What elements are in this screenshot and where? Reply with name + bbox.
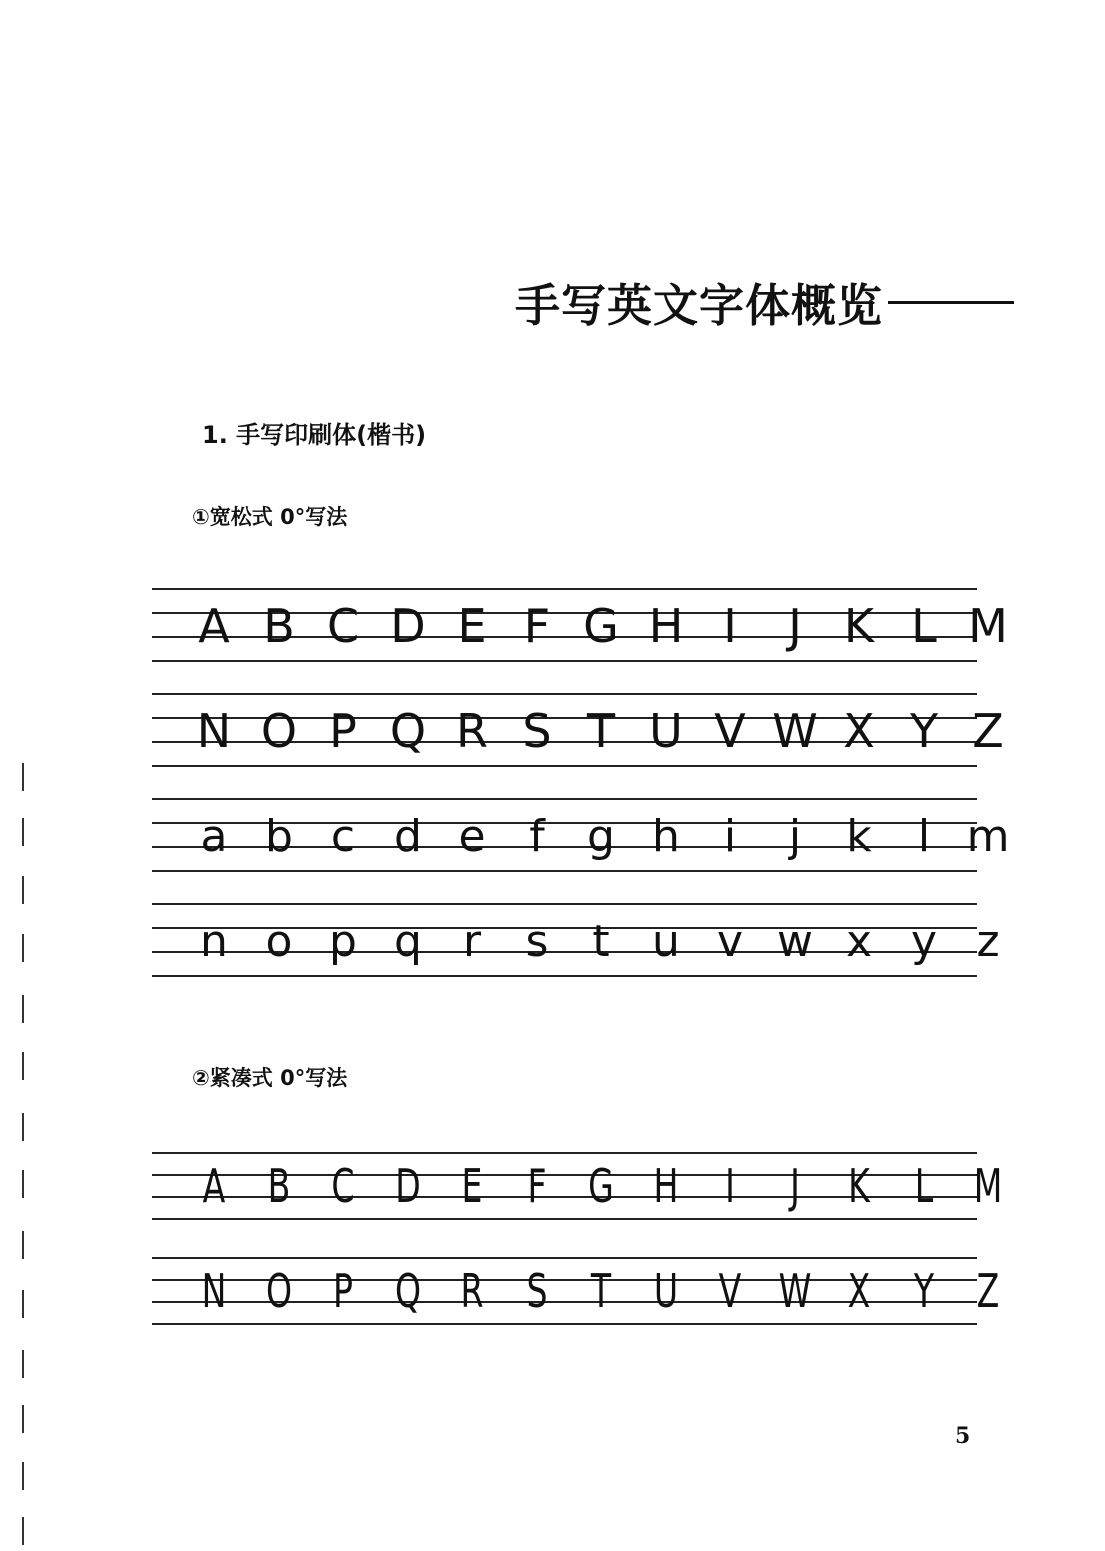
letter-glyph: a xyxy=(200,811,228,862)
letter-glyph: L xyxy=(914,1159,934,1213)
staff-line xyxy=(152,660,977,662)
letter-glyph: S xyxy=(526,1264,548,1318)
binding-mark xyxy=(22,818,24,846)
letter-glyph: D xyxy=(395,1159,421,1213)
letter-glyph: p xyxy=(329,916,357,967)
letter-glyph: C xyxy=(331,1159,355,1213)
letter-glyph: X xyxy=(843,704,875,758)
letter-glyph: A xyxy=(198,599,230,653)
letter-glyph: D xyxy=(390,599,426,653)
letter-glyph: C xyxy=(326,599,360,653)
letter-glyph: K xyxy=(848,1159,870,1213)
letter-glyph: k xyxy=(846,811,872,862)
binding-mark xyxy=(22,1405,24,1433)
letter-glyph: v xyxy=(716,916,744,967)
letter-glyph: E xyxy=(457,599,487,653)
binding-mark xyxy=(22,1517,24,1545)
letter-glyph: M xyxy=(973,1159,1003,1213)
binding-mark xyxy=(22,1113,24,1141)
staff-line xyxy=(152,1323,977,1325)
letter-glyph: f xyxy=(529,811,545,862)
letter-glyph: G xyxy=(583,599,619,653)
letter-glyph: j xyxy=(788,811,802,862)
binding-mark xyxy=(22,995,24,1023)
letter-glyph: N xyxy=(196,704,232,758)
letter-glyph: O xyxy=(265,1264,293,1318)
letter-glyph: Y xyxy=(913,1264,935,1318)
staff-line xyxy=(152,798,977,800)
letter-glyph: U xyxy=(649,704,683,758)
letter-glyph: h xyxy=(652,811,680,862)
letter-glyph: l xyxy=(917,811,931,862)
letter-glyph: K xyxy=(843,599,875,653)
letter-glyph: V xyxy=(718,1264,742,1318)
letter-glyph: W xyxy=(772,704,818,758)
binding-mark xyxy=(22,763,24,791)
staff-line xyxy=(152,765,977,767)
letter-glyph: i xyxy=(723,811,737,862)
letter-glyph: t xyxy=(592,916,610,967)
letter-glyph: o xyxy=(265,916,293,967)
letter-glyph: r xyxy=(462,916,482,967)
letter-glyph: q xyxy=(394,916,422,967)
letter-glyph: P xyxy=(333,1264,353,1318)
binding-mark xyxy=(22,934,24,962)
letter-glyph: T xyxy=(590,1264,612,1318)
letter-glyph: c xyxy=(330,811,356,862)
letter-glyph: Q xyxy=(394,1264,422,1318)
staff-line xyxy=(152,588,977,590)
binding-mark xyxy=(22,1170,24,1198)
letter-glyph: J xyxy=(788,599,802,653)
letter-glyph: g xyxy=(587,811,615,862)
letter-glyph: X xyxy=(847,1264,871,1318)
letter-glyph: Z xyxy=(976,1264,1000,1318)
staff-line xyxy=(152,1152,977,1154)
letter-glyph: b xyxy=(265,811,293,862)
letter-glyph: m xyxy=(966,811,1010,862)
block-heading-wide: ①宽松式 0°写法 xyxy=(192,505,348,529)
binding-mark xyxy=(22,1290,24,1318)
letter-glyph: N xyxy=(201,1264,227,1318)
letter-glyph: B xyxy=(263,599,295,653)
staff-line xyxy=(152,870,977,872)
letter-glyph: O xyxy=(260,704,298,758)
staff-line xyxy=(152,1218,977,1220)
letter-glyph: U xyxy=(653,1264,679,1318)
letter-glyph: W xyxy=(778,1264,812,1318)
letter-glyph: Y xyxy=(909,704,939,758)
binding-mark xyxy=(22,1462,24,1490)
title-rule xyxy=(888,301,1014,304)
letter-glyph: I xyxy=(723,599,737,653)
staff-line xyxy=(152,693,977,695)
letter-glyph: Z xyxy=(972,704,1004,758)
letter-glyph: G xyxy=(588,1159,614,1213)
letter-glyph: T xyxy=(586,704,616,758)
letter-glyph: y xyxy=(910,916,938,967)
section-heading: 1. 手写印刷体(楷书) xyxy=(202,421,427,449)
letter-glyph: z xyxy=(976,916,1000,967)
binding-mark xyxy=(22,876,24,904)
binding-mark xyxy=(22,1350,24,1378)
page-title: 手写英文字体概览 xyxy=(515,279,884,332)
letter-glyph: B xyxy=(267,1159,291,1213)
page-number: 5 xyxy=(955,1423,971,1449)
letter-glyph: d xyxy=(394,811,422,862)
letter-glyph: w xyxy=(777,916,813,967)
letter-glyph: H xyxy=(653,1159,679,1213)
binding-mark xyxy=(22,1231,24,1259)
letter-glyph: S xyxy=(522,704,552,758)
letter-glyph: F xyxy=(523,599,551,653)
letter-glyph: u xyxy=(652,916,680,967)
staff-line xyxy=(152,975,977,977)
letter-glyph: R xyxy=(460,1264,484,1318)
letter-glyph: P xyxy=(329,704,357,758)
letter-glyph: I xyxy=(725,1159,735,1213)
letter-glyph: A xyxy=(202,1159,226,1213)
letter-glyph: s xyxy=(525,916,549,967)
letter-glyph: Q xyxy=(389,704,427,758)
letter-glyph: J xyxy=(790,1159,800,1213)
letter-glyph: E xyxy=(461,1159,483,1213)
letter-glyph: x xyxy=(845,916,873,967)
letter-glyph: n xyxy=(200,916,228,967)
staff-line xyxy=(152,1257,977,1259)
letter-glyph: F xyxy=(527,1159,547,1213)
letter-glyph: V xyxy=(714,704,746,758)
letter-glyph: L xyxy=(911,599,937,653)
letter-glyph: e xyxy=(458,811,486,862)
letter-glyph: H xyxy=(648,599,684,653)
staff-line xyxy=(152,903,977,905)
block-heading-narrow: ②紧凑式 0°写法 xyxy=(192,1066,348,1090)
binding-mark xyxy=(22,1052,24,1080)
letter-glyph: M xyxy=(968,599,1008,653)
letter-glyph: R xyxy=(456,704,488,758)
